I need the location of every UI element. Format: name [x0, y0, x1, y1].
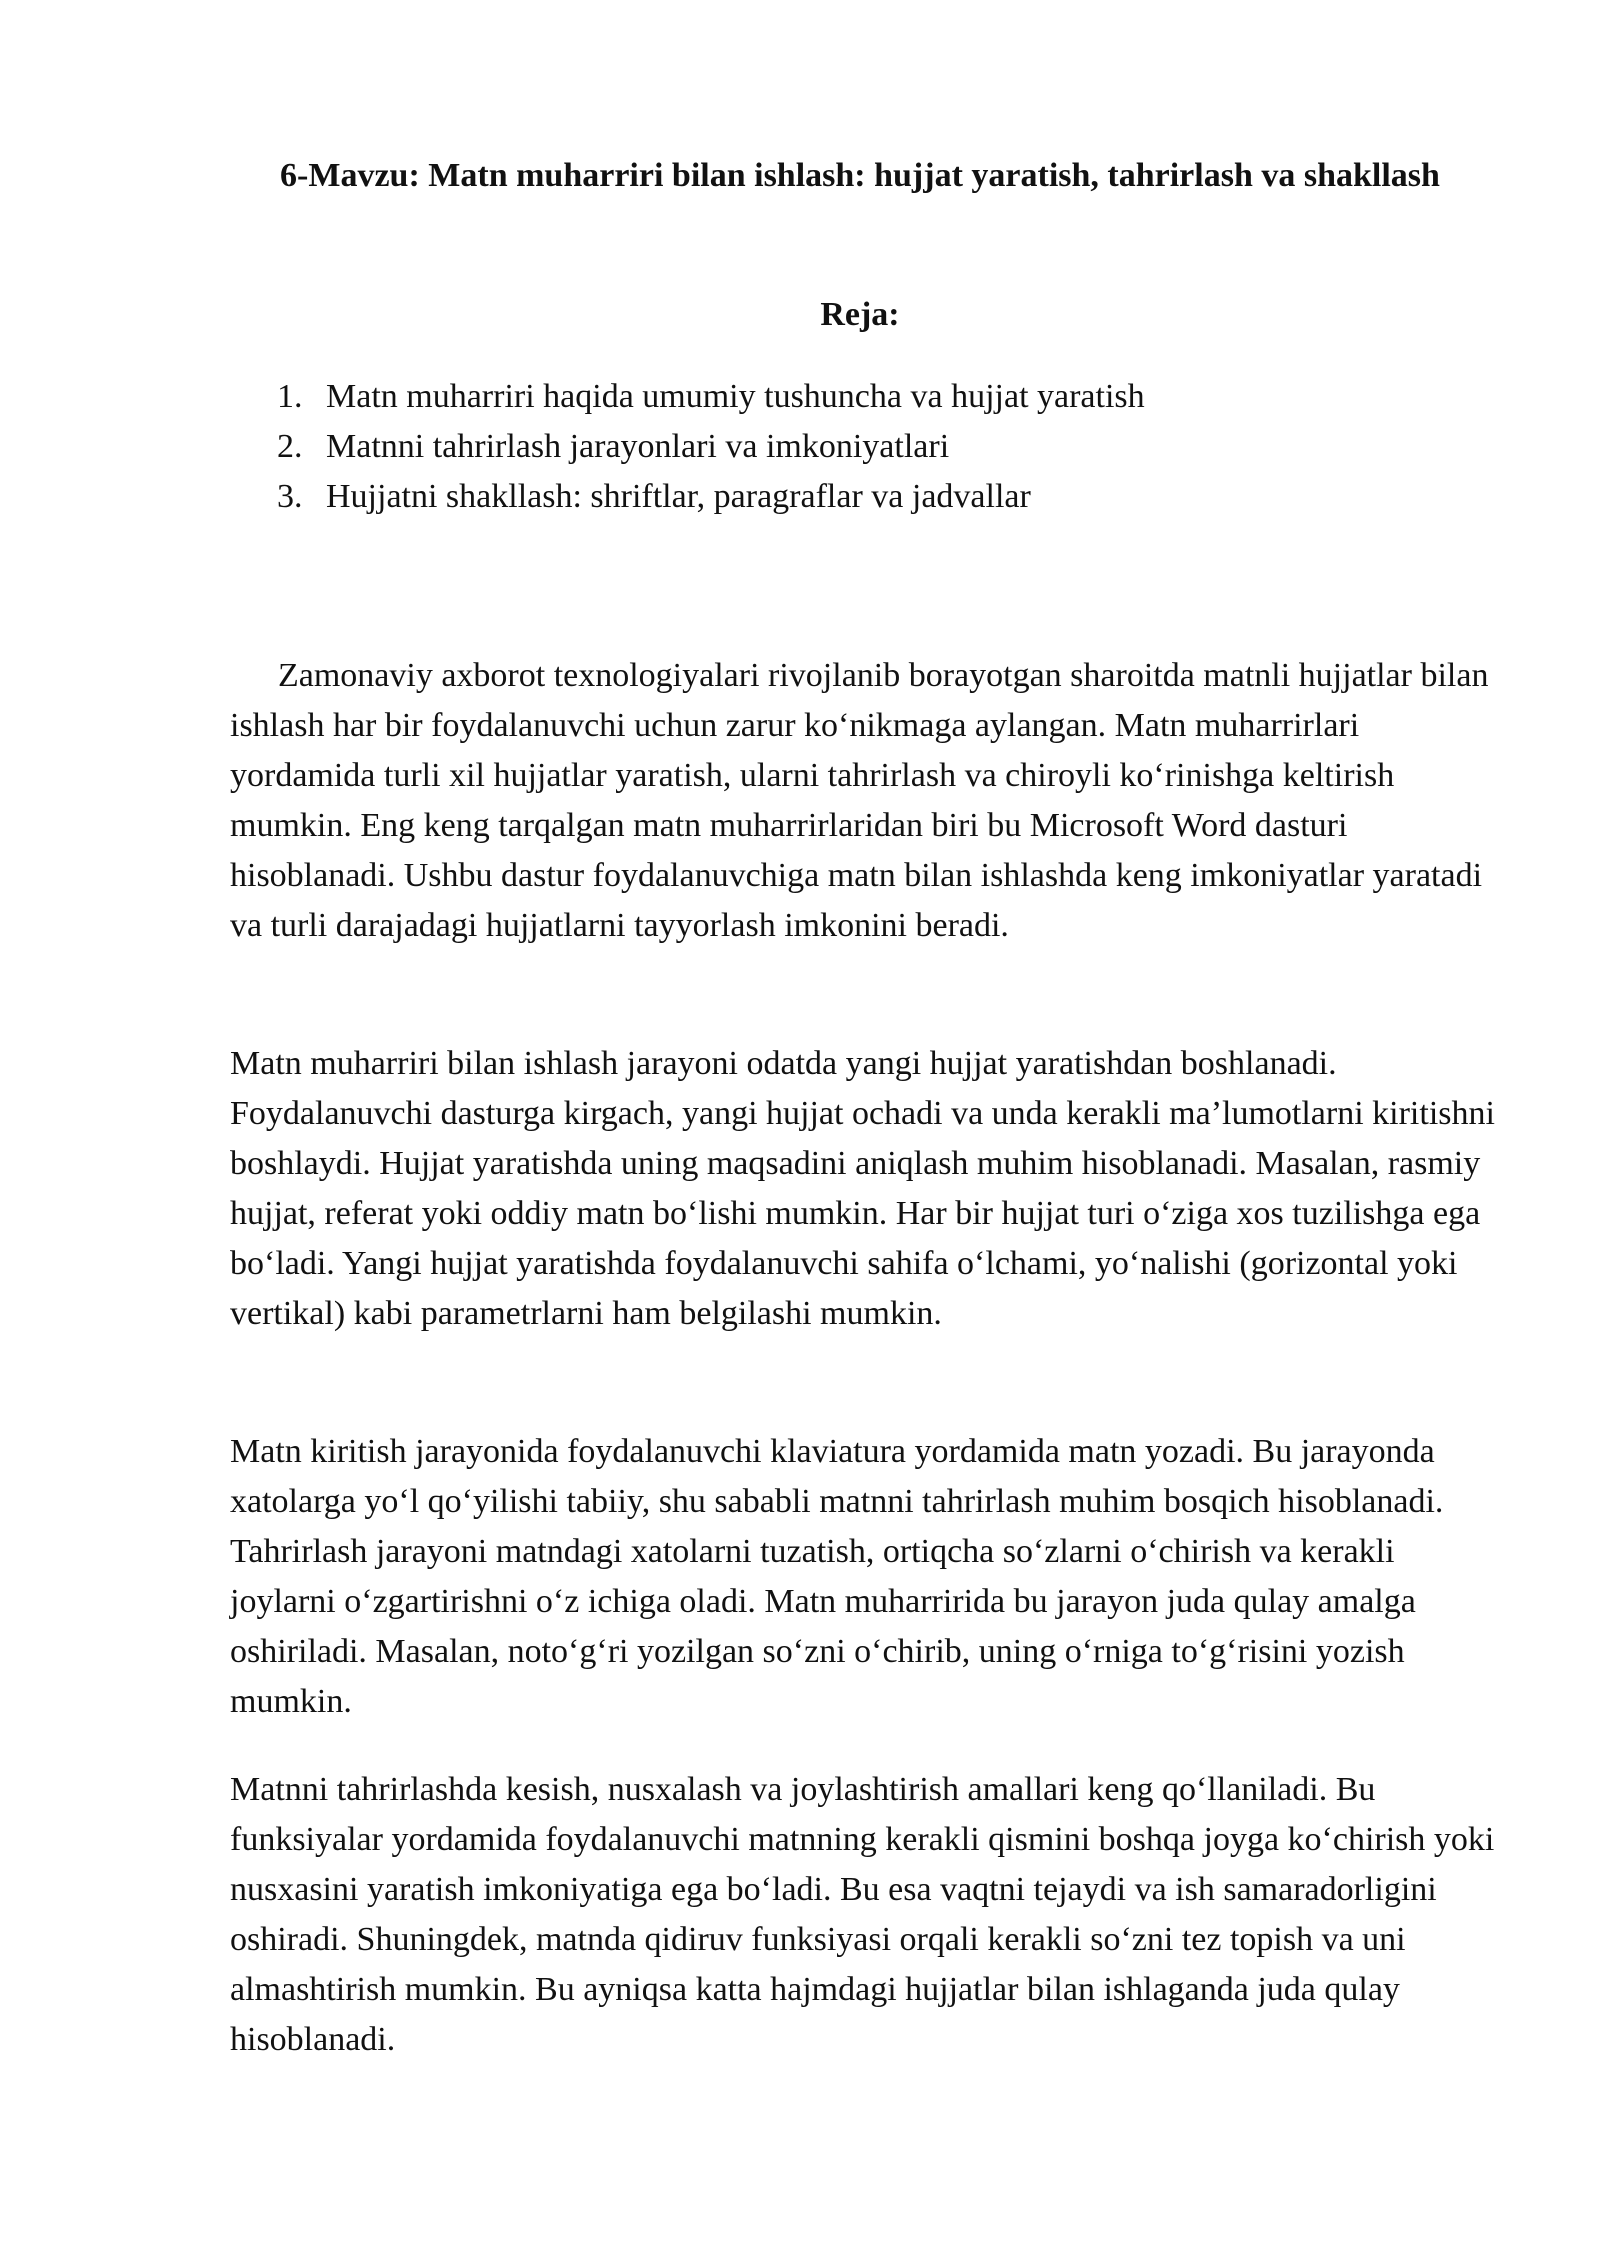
body-paragraph: Matnni tahrirlashda kesish, nusxalash va joylashtirish amallari keng qo‘llaniladi. Bu funksiyalar yordamida foydalanuvchi matnning kerakli qismini boshqa joyga ko‘chirish yoki nusxasini yaratish imkoniyatiga ega bo‘ladi. Bu esa vaqtni tejaydi va ish samaradorligini oshiradi. Shuningdek, matnda qidiruv funksiyasi orqali kerakli so‘zni tez topish va uni almashtirish mumkin. Bu ayniqsa katta hajmdagi hujjatlar bilan ishlaganda juda qulay hisoblanadi.: [230, 1771, 1495, 2058]
plan-item: [230, 472, 1490, 522]
plan-item-text: Hujjatni shakllash: shriftlar, paragraflar va jadvallar: [326, 478, 1031, 515]
plan-item-number: 3.: [277, 478, 303, 515]
plan-heading: Reja:: [820, 296, 900, 333]
plan-list: [230, 372, 1490, 522]
plan-item-text: Matn muharriri haqida umumiy tushuncha va hujjat yaratish: [326, 378, 1145, 415]
body-paragraph: Zamonaviy axborot texnologiyalari rivojlanib borayotgan sharoitda matnli hujjatlar bilan ishlash har bir foydalanuvchi uchun zarur ko‘nikmaga aylangan. Matn muharrirlari yordamida turli xil hujjatlar yaratish, ularni tahrirlash va chiroyli ko‘rinishga keltirish mumkin. Eng keng tarqalgan matn muharrirlaridan biri bu Microsoft Word dasturi hisoblanadi. Ushbu dastur foydalanuvchiga matn bilan ishlashda keng imkoniyatlar yaratadi va turli darajadagi hujjatlarni tayyorlash imkonini beradi.: [230, 657, 1489, 944]
body-paragraph: Matn kiritish jarayonida foydalanuvchi klaviatura yordamida matn yozadi. Bu jarayonda xatolarga yo‘l qo‘yilishi tabiiy, shu sababli matnni tahrirlash muhim bosqich hisoblanadi. Tahrirlash jarayoni matndagi xatolarni tuzatish, ortiqcha so‘zlarni o‘chirish va kerakli joylarni o‘zgartirishni o‘z ichiga oladi. Matn muharririda bu jarayon juda qulay amalga oshiriladi. Masalan, noto‘g‘ri yozilgan so‘zni o‘chirib, uning o‘rniga to‘g‘risini yozish mumkin.: [230, 1433, 1444, 1720]
plan-item-number: 2.: [277, 428, 303, 465]
plan-item-number: 1.: [277, 378, 303, 415]
document-title: 6-Mavzu: Matn muharriri bilan ishlash: hujjat yaratish, tahrirlash va shakllash: [280, 157, 1440, 194]
plan-item: [230, 422, 1490, 472]
plan-item-text: Matnni tahrirlash jarayonlari va imkoniyatlari: [326, 428, 950, 465]
body-paragraph: Matn muharriri bilan ishlash jarayoni odatda yangi hujjat yaratishdan boshlanadi. Foydalanuvchi dasturga kirgach, yangi hujjat ochadi va unda kerakli ma’lumotlarni kiritishni boshlaydi. Hujjat yaratishda uning maqsadini aniqlash muhim hisoblanadi. Masalan, rasmiy hujjat, referat yoki oddiy matn bo‘lishi mumkin. Har bir hujjat turi o‘ziga xos tuzilishga ega bo‘ladi. Yangi hujjat yaratishda foydalanuvchi sahifa o‘lchami, yo‘nalishi (gorizontal yoki vertikal) kabi parametrlarni ham belgilashi mumkin.: [230, 1045, 1495, 1332]
plan-item: [230, 372, 1490, 422]
